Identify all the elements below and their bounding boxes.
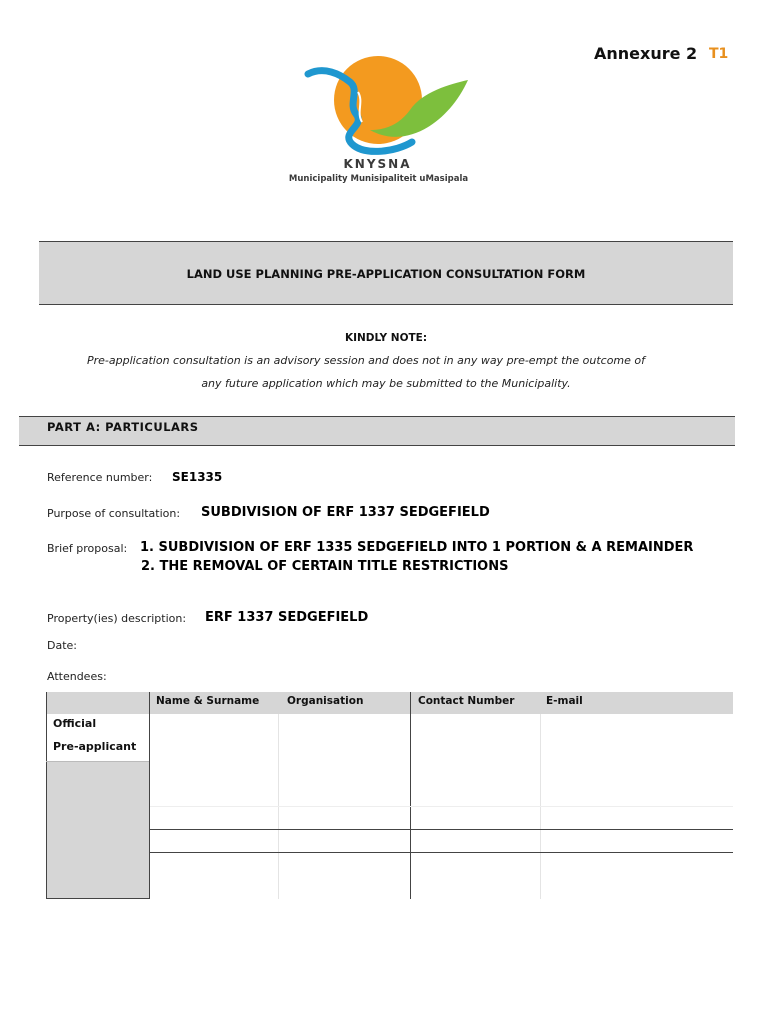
knysna-logo-icon bbox=[300, 52, 480, 164]
row-label-official: Official bbox=[53, 717, 97, 730]
table-border-bottom bbox=[46, 898, 149, 899]
note-text-line-1: Pre-application consultation is an advisory session and does not in any way pre-empt the outcome of bbox=[86, 354, 646, 367]
property-value: ERF 1337 SEDGEFIELD bbox=[205, 610, 369, 625]
property-label: Property(ies) description: bbox=[47, 612, 187, 625]
column-header-contact: Contact Number bbox=[418, 695, 515, 707]
attendees-label: Attendees: bbox=[47, 670, 107, 683]
part-a-title: PART A: PARTICULARS bbox=[47, 420, 199, 434]
note-text-line-2: any future application which may be submitted to the Municipality. bbox=[201, 377, 571, 390]
note-heading: KINDLY NOTE: bbox=[344, 332, 428, 344]
annexure-code: T1 bbox=[709, 46, 729, 62]
table-left-column bbox=[46, 761, 149, 899]
brief-proposal-label: Brief proposal: bbox=[47, 542, 128, 555]
brief-proposal-item: 2. THE REMOVAL OF CERTAIN TITLE RESTRICTIONS bbox=[141, 559, 509, 574]
table-row-line bbox=[149, 852, 733, 853]
annexure-label: Annexure 2 bbox=[594, 44, 698, 63]
column-header-email: E-mail bbox=[546, 695, 583, 707]
logo-subtitle: Municipality Munisipaliteit uMasipala bbox=[288, 174, 469, 184]
reference-value: SE1335 bbox=[172, 470, 223, 484]
row-label-pre-applicant: Pre-applicant bbox=[53, 740, 137, 753]
table-row-line bbox=[46, 761, 149, 762]
logo-name: KNYSNA bbox=[343, 157, 412, 171]
reference-label: Reference number: bbox=[47, 471, 153, 484]
table-border-left bbox=[46, 692, 47, 899]
purpose-label: Purpose of consultation: bbox=[47, 507, 181, 520]
table-divider bbox=[149, 692, 150, 899]
purpose-value: SUBDIVISION OF ERF 1337 SEDGEFIELD bbox=[201, 505, 490, 520]
form-title: LAND USE PLANNING PRE-APPLICATION CONSULTATION FORM bbox=[186, 267, 586, 281]
table-row-line bbox=[149, 829, 733, 830]
table-divider bbox=[410, 692, 411, 899]
table-row-line-faint bbox=[150, 806, 733, 807]
column-header-organisation: Organisation bbox=[287, 695, 364, 707]
attendees-table bbox=[46, 692, 733, 899]
brief-proposal-item: 1. SUBDIVISION OF ERF 1335 SEDGEFIELD INTO 1 PORTION & A REMAINDER bbox=[140, 540, 694, 555]
column-header-name: Name & Surname bbox=[156, 695, 260, 707]
date-label: Date: bbox=[47, 639, 77, 652]
